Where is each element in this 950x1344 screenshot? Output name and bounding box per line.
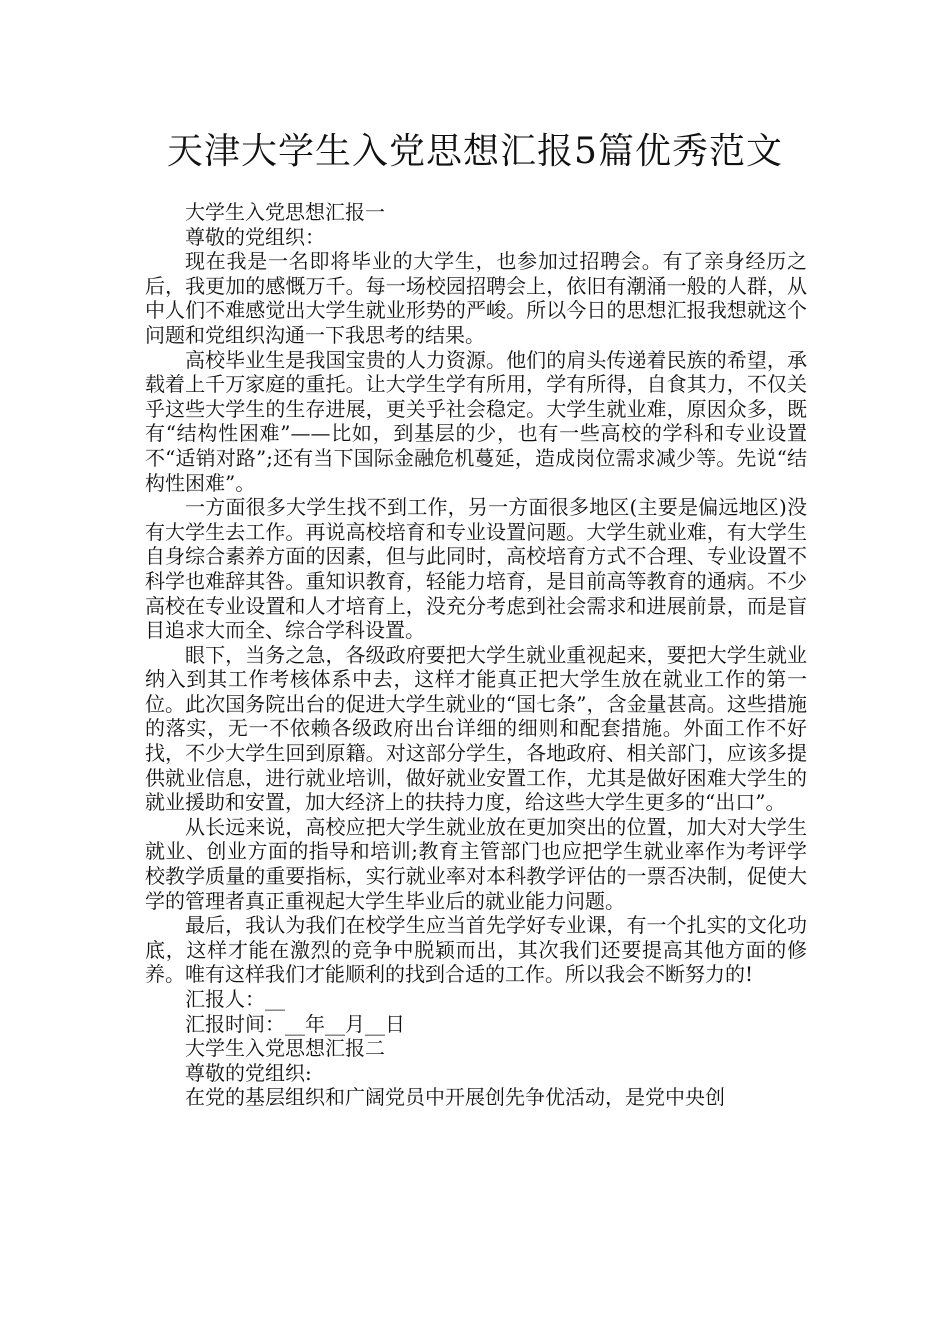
salutation: 尊敬的党组织： [185, 224, 325, 249]
section-heading-1: 大学生入党思想汇报一 [185, 200, 385, 224]
body-paragraph: 从长远来说，高校应把大学生就业放在更加突出的位置，加大对大学生就业、创业方面的指导和培训;教育主管部门也应把学生就业率作为考评学校教学质量的重要指标，实行就业率对本科教学评估的一票否决制，促使大学的管理者真正重视起大学生毕业后的就业能力问题。 [145, 814, 807, 913]
report-date-line: 汇报时间：__年__月__日 [185, 1011, 405, 1036]
document-body [145, 200, 807, 1110]
salutation: 尊敬的党组织: [185, 1060, 312, 1085]
document-title: 天津大学生入党思想汇报5篇优秀范文 [167, 131, 783, 172]
body-paragraph: 现在我是一名即将毕业的大学生，也参加过招聘会。有了亲身经历之后，我更加的感慨万千。每一场校园招聘会上，依旧有潮涌一般的人群，从中人们不难感觉出大学生就业形势的严峻。所以今日的思想汇报我想就这个问题和党组织沟通一下我思考的结果。 [145, 249, 807, 347]
body-paragraph: 高校毕业生是我国宝贵的人力资源。他们的肩头传递着民族的希望，承载着上千万家庭的重托。让大学生学有所用，学有所得，自食其力，不仅关乎这些大学生的生存进展，更关乎社会稳定。大学生就业难，原因众多，既有“结构性困难”——比如，到基层的少，也有一些高校的学科和专业设置不“适销对路”;还有当下国际金融危机蔓延，造成岗位需求减少等。先说“结构性困难”。 [145, 347, 807, 495]
section-heading-2: 大学生入党思想汇报二 [185, 1036, 385, 1061]
body-paragraph: 最后，我认为我们在校学生应当首先学好专业课，有一个扎实的文化功底，这样才能在激烈的竞争中脱颖而出，其次我们还要提高其他方面的修养。唯有这样我们才能顺利的找到合适的工作。所以我会不断努力的! [145, 913, 807, 987]
body-paragraph: 一方面很多大学生找不到工作，另一方面很多地区(主要是偏远地区)没有大学生去工作。再说高校培育和专业设置问题。大学生就业难，有大学生自身综合素养方面的因素，但与此同时，高校培育方式不合理、专业设置不科学也难辞其咎。重知识教育，轻能力培育，是目前高等教育的通病。不少高校在专业设置和人才培育上，没充分考虑到社会需求和进展前景，而是盲目追求大而全、综合学科设置。 [145, 495, 807, 643]
reporter-line: 汇报人：__ [185, 987, 285, 1011]
body-paragraph: 眼下，当务之急，各级政府要把大学生就业重视起来，要把大学生就业纳入到其工作考核体系中去，这样才能真正把大学生放在就业工作的第一位。此次国务院出台的促进大学生就业的“国七条”，含金量甚高。这些措施的落实，无一不依赖各级政府出台详细的细则和配套措施。外面工作不好找，不少大学生回到原籍。对这部分学生，各地政府、相关部门，应该多提供就业信息，进行就业培训，做好就业安置工作，尤其是做好困难大学生的就业援助和安置，加大经济上的扶持力度，给这些大学生更多的“出口”。 [145, 642, 807, 815]
body-paragraph: 在党的基层组织和广阔党员中开展创先争优活动，是党中央创 [185, 1085, 725, 1110]
